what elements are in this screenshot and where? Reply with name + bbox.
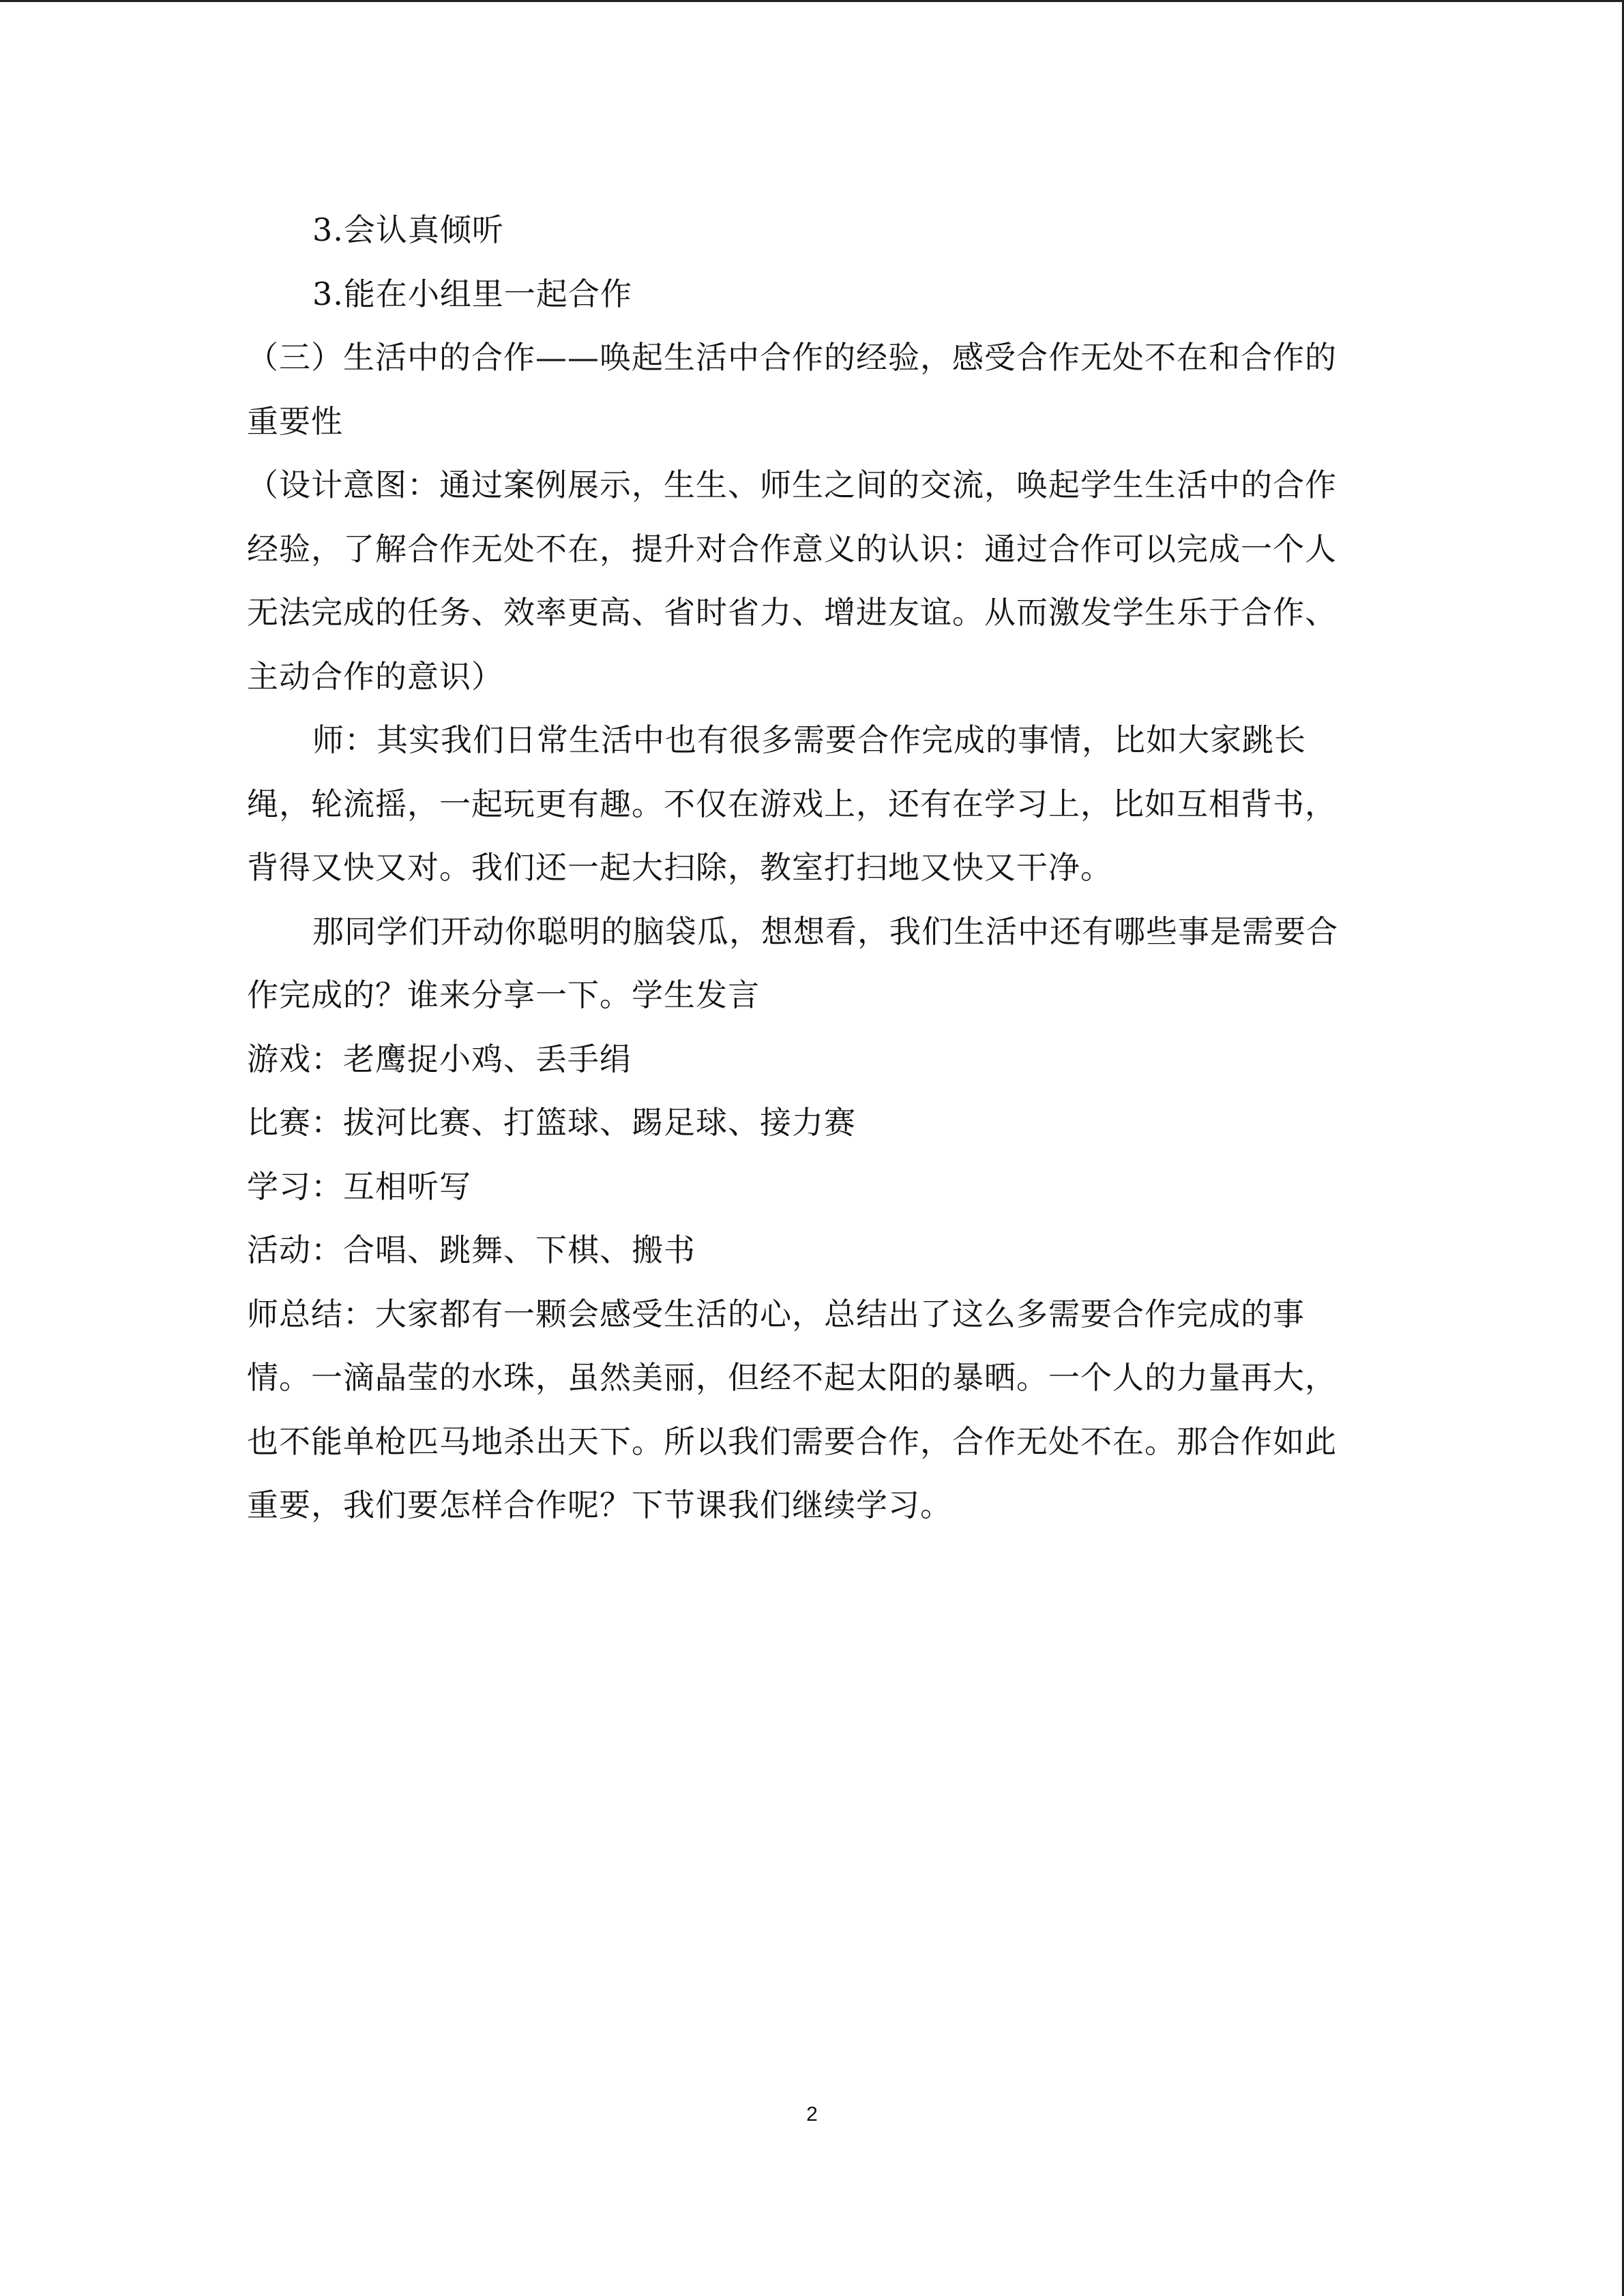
example-games: 游戏：老鹰捉小鸡、丢手绢 [247, 1040, 632, 1077]
example-study: 学习：互相听写 [247, 1167, 471, 1205]
page-number: 2 [806, 2103, 818, 2126]
summary-line: 也不能单枪匹马地杀出天下。所以我们需要合作，合作无处不在。那合作如此 [247, 1422, 1337, 1460]
summary-line: 情。一滴晶莹的水珠，虽然美丽，但经不起太阳的暴晒。一个人的力量再大， [247, 1359, 1337, 1396]
list-item-listen: 3.会认真倾听 [312, 211, 504, 248]
summary-line: 重要，我们要怎样合作呢？下节课我们继续学习。 [247, 1487, 952, 1523]
document-body [247, 198, 1365, 1538]
teacher-paragraph-line: 绳，轮流摇，一起玩更有趣。不仅在游戏上，还有在学习上，比如互相背书， [247, 785, 1337, 822]
teacher-paragraph-line: 背得又快又对。我们还一起大扫除，教室打扫地又快又干净。 [247, 849, 1112, 886]
summary-line: 师总结：大家都有一颗会感受生活的心，总结出了这么多需要合作完成的事 [247, 1295, 1305, 1332]
teacher-paragraph-line: 师：其实我们日常生活中也有很多需要合作完成的事情，比如大家跳长 [312, 721, 1306, 758]
example-competitions: 比赛：拔河比赛、打篮球、踢足球、接力赛 [247, 1104, 856, 1141]
prompt-paragraph-line: 那同学们开动你聪明的脑袋瓜，想想看，我们生活中还有哪些事是需要合 [312, 912, 1338, 950]
design-intent-line: （设计意图：通过案例展示，生生、师生之间的交流，唤起学生生活中的合作 [247, 466, 1337, 503]
design-intent-line: 主动合作的意识） [247, 657, 503, 695]
example-activities: 活动：合唱、跳舞、下棋、搬书 [247, 1232, 696, 1268]
prompt-paragraph-line: 作完成的？谁来分享一下。学生发言 [247, 976, 760, 1013]
section-heading: （三）生活中的合作——唤起生活中合作的经验，感受合作无处不在和合作的 [247, 339, 1337, 376]
section-heading-continued: 重要性 [247, 402, 343, 440]
list-item-cooperate: 3.能在小组里一起合作 [312, 275, 632, 312]
design-intent-line: 经验，了解合作无处不在，提升对合作意义的认识：通过合作可以完成一个人 [247, 530, 1337, 567]
design-intent-line: 无法完成的任务、效率更高、省时省力、增进友谊。从而激发学生乐于合作、 [247, 594, 1337, 631]
